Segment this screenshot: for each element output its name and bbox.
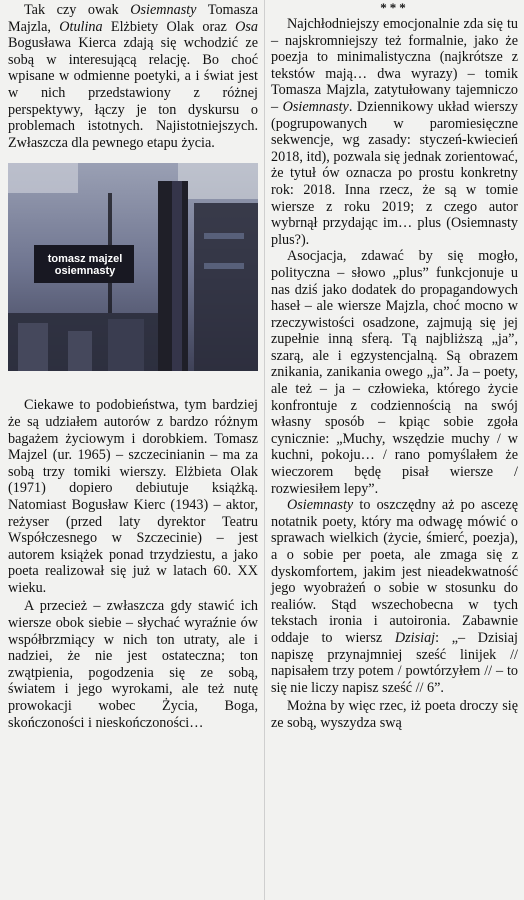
italic-title: Osa bbox=[235, 18, 258, 35]
italic-title: Dzisiaj bbox=[394, 629, 436, 646]
column-divider bbox=[264, 0, 265, 900]
book-cover-author: tomasz majzel bbox=[47, 253, 123, 266]
paragraph-tone: A przecież – zwłaszcza gdy stawić ich wiersze obok siebie – słychać wyraźnie ów współbrzmiący w nich ton utraty, ale i nadziei, że nie jest ostateczna; ton zwątpienia, pogodzenia się ze sobą, światem i jego wyrokami, ale też nutę prowokacji wobec Życia, Boga, skończoności i nieskończoności… bbox=[8, 598, 258, 731]
italic-title: Osiemnasty bbox=[282, 98, 349, 115]
paragraph-authors: Ciekawe to podobieństwa, tym bardziej że są udziałem autorów z bardzo różnym bagażem życiowym i dorobkiem. Tomasz Majzel (ur. 1965) – szczecinianin – ma za sobą trzy tomiki wierszy. Elżbieta Olak (1971) dopiero debiutuje książką. Natomiast Bogusław Kierc (1943) – aktor, reżyser (przed laty dyrektor Teatru Współczesnego w Szczecinie) – jest autorem książek ponad trzydziestu, a jako poeta realizował się już w latach 60. XX wieku. bbox=[8, 397, 258, 596]
paragraph-notebook: Osiemnasty to oszczędny aż po ascezę notatnik poety, który ma odwagę mówić o sprawach wielkich (życie, śmierć, poezja), a o sobie per poeta, ale zmaga się z dyskomfortem, jakim jest nieadekwatność jego wyobrażeń o sobie w stosunku do realiów. Stąd wszechobecna w tych tekstach ironia i autoironia. Zabawnie oddaje to wiersz Dzisiaj: „– Dzisiaj napiszę przynajmniej sześć linijek // napisałem trzy potem / powtórzyłem // – to się nie liczy napisz sześć // 6”. bbox=[271, 497, 518, 696]
italic-title: Otulina bbox=[59, 18, 103, 35]
paragraph-plus-association: Asocjacja, zdawać by się mogło, polityczna – słowo „plus” funkcjonuje u nas dziś jako dodatek do propagandowych haseł – ale wiersze Majzla, choć mocno w rzeczywistości osadzone, zajmują się jej zupełnie inną sferą. Tą najbliższą „ja”, szarą, ale i egzystencjalną. Są obrazem znikania, zanikania owego „ja”. Ja – poety, ale też – ja – człowieka, którego życie konfrontuje z codziennością na swój własny sposób – kpiąc sobie zgoła cynicznie: „Muchy, wszędzie muchy / w kuchni, pokoju… / rano pomyślałem że wieczorem będę pisał wiersze / rozwiesiłem lepy”. bbox=[271, 248, 518, 497]
section-separator: *** bbox=[380, 0, 409, 15]
right-column bbox=[271, 2, 518, 732]
book-cover-name: osiemnasty bbox=[54, 265, 116, 278]
paragraph-intro: Tak czy owak Osiemnasty Tomasza Majzla, Otulina Elżbiety Olak oraz Osa Bogusława Kierca zdają się wchodzić ze sobą w interesującą relację. Bo choć wpisane w odmienne poetyki, a i świat jest w nich przedstawiony z różnej perspektywy, łączy je ton dyskursu o problemach istotnych. Najistotniejszych. Zwłaszcza dla pewnego etapu życia. bbox=[8, 2, 258, 151]
italic-title: Osiemnasty bbox=[130, 2, 197, 18]
paragraph-majzel-intro: Najchłodniejszy emocjonalnie zda się tu – najskromniejszy też formalnie, jako że poezja to minimalistyczna (najkrótsze z tekstów mają… dwa wyrazy) – tomik Tomasza Majzla, zatytułowany tajemniczo – Osiemnasty. Dziennikowy układ wierszy (pogrupowanych w paromiesięczne sekwencje, wg zasady: styczeń-kwiecień 2018, itd), pozwala się jednak zorientować, że tytuł ów oznacza po prostu konkretny rok: 2018. Inna rzecz, że są w tomie wiersze z roku 2019; z czego autor wybrnął przydając im… plus (Osiemnasty plus?). bbox=[271, 16, 518, 248]
book-cover-title bbox=[40, 253, 130, 277]
left-column bbox=[8, 2, 258, 731]
paragraph-conclusion: Można by więc rzec, iż poeta droczy się ze sobą, wyszydza swą bbox=[271, 698, 518, 731]
book-cover-photo bbox=[8, 163, 258, 371]
italic-title: Osiemnasty bbox=[287, 497, 354, 514]
